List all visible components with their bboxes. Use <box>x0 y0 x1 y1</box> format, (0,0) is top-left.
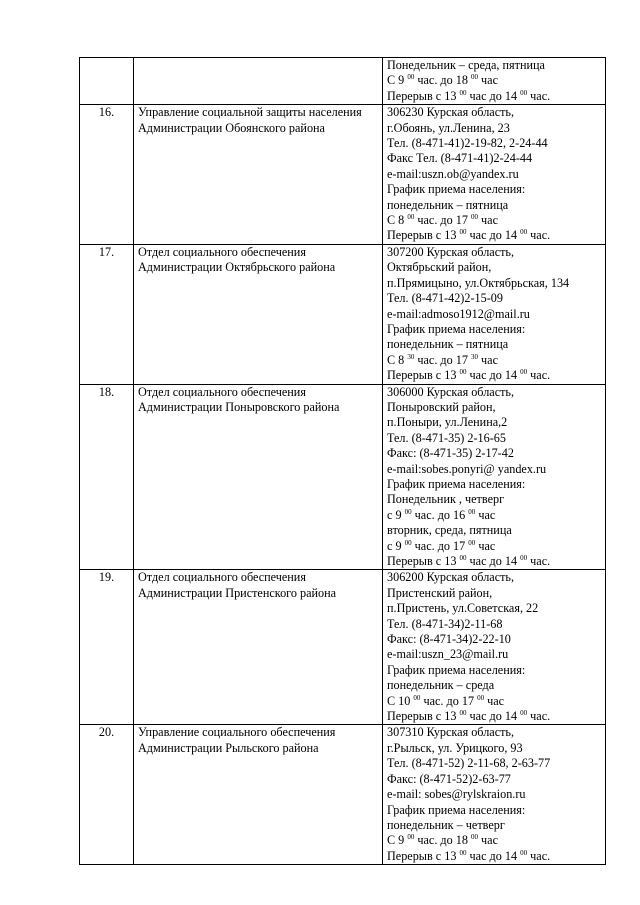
cell-name: Управление социальной защиты населения Администрации Обоянского района <box>134 105 383 245</box>
contact-line: Факс: (8-471-34)2-22-10 <box>387 632 511 647</box>
time-text: час. <box>527 709 551 724</box>
cell-name <box>134 58 383 105</box>
time-minutes: 00 <box>459 709 467 717</box>
time-minutes: 00 <box>468 507 476 516</box>
cell-contacts <box>383 105 606 245</box>
contact-line: Факс: (8-471-52)2-63-77 <box>387 771 511 786</box>
table-row <box>80 105 606 245</box>
time-minutes: 00 <box>520 848 528 857</box>
cell-name: Отдел социального обеспечения Администрации Октябрьского района <box>134 244 383 384</box>
time-minutes: 00 <box>407 213 415 221</box>
time-minutes: 30 <box>471 352 478 361</box>
time-minutes: 00 <box>407 833 415 842</box>
table-row <box>80 244 606 384</box>
time-text: час до 14 <box>466 368 521 383</box>
contact-line <box>387 228 601 243</box>
cell-name: Отдел социального обеспечения Администрации Пристенского района <box>134 570 383 725</box>
time-minutes: 00 <box>520 228 528 237</box>
time-minutes: 00 <box>471 213 478 221</box>
contact-line: вторник, среда, пятница <box>387 523 512 538</box>
time-text: с 9 <box>387 507 405 522</box>
cell-number: 17. <box>80 244 134 384</box>
time-minutes: 00 <box>459 553 467 562</box>
contact-line: Понедельник , четверг <box>387 492 505 507</box>
table-row <box>80 384 606 570</box>
time-text: С 10 <box>387 693 414 708</box>
time-text: час. до 18 <box>414 833 471 848</box>
contact-line: График приема населения: <box>387 182 526 197</box>
contact-line: г.Обоянь, ул.Ленина, 23 <box>387 120 510 135</box>
time-text: час. <box>527 554 551 568</box>
time-text: час. до 17 <box>420 693 478 708</box>
cell-contacts <box>383 58 606 105</box>
time-minutes: 00 <box>459 368 467 377</box>
contact-line <box>387 353 601 368</box>
contact-line: понедельник – пятница <box>387 337 509 352</box>
time-text: час <box>478 73 498 88</box>
cell-number: 20. <box>80 725 134 865</box>
time-text: с 9 <box>387 538 405 553</box>
contact-line: Тел. (8-471-42)2-15-09 <box>387 291 503 306</box>
contact-line <box>387 508 601 523</box>
contact-line <box>387 833 601 848</box>
contact-line <box>387 849 601 864</box>
contact-line: Тел. (8-471-35) 2-16-65 <box>387 430 506 445</box>
time-minutes: 00 <box>471 73 478 82</box>
time-text: час. <box>527 228 551 243</box>
contact-line: График приема населения: <box>387 321 526 336</box>
time-minutes: 00 <box>477 693 485 702</box>
contact-line: Тел. (8-471-41)2-19-82, 2-24-44 <box>387 136 548 151</box>
contact-line: Понедельник – среда, пятница <box>387 58 545 72</box>
time-text: час <box>478 213 498 228</box>
contact-line: 306000 Курская область, <box>387 384 515 399</box>
contact-line: 307200 Курская область, <box>387 244 515 259</box>
contact-line: Поныровский район, <box>387 399 496 414</box>
institutions-table <box>79 57 606 865</box>
contact-line <box>387 709 601 724</box>
time-text: час. <box>527 368 551 383</box>
time-text: С 8 <box>387 213 408 228</box>
time-text: Перерыв с 13 <box>387 88 460 103</box>
time-minutes: 00 <box>413 693 421 702</box>
contact-line: График приема населения: <box>387 662 526 677</box>
cell-contacts <box>383 384 606 570</box>
contact-line: Пристенский район, <box>387 585 493 600</box>
time-text: час. до 16 <box>411 507 469 522</box>
contact-line <box>387 368 601 383</box>
contact-line: 306200 Курская область, <box>387 570 515 585</box>
time-text: час до 14 <box>466 554 521 568</box>
time-text: С 8 <box>387 352 408 367</box>
contact-line: п.Прямицыно, ул.Октябрьская, 134 <box>387 275 570 290</box>
contact-line: Тел. (8-471-52) 2-11-68, 2-63-77 <box>387 756 551 771</box>
time-minutes: 00 <box>520 88 528 97</box>
contact-line: e-mail: sobes@rylskraion.ru <box>387 787 526 802</box>
contact-line: Тел. (8-471-34)2-11-68 <box>387 616 503 631</box>
contact-line: График приема населения: <box>387 476 526 491</box>
contact-line: понедельник – пятница <box>387 197 509 212</box>
time-minutes: 00 <box>459 228 467 237</box>
contact-line: г.Рыльск, ул. Урицкого, 93 <box>387 740 523 755</box>
time-minutes: 00 <box>407 73 415 82</box>
time-text: Перерыв с 13 <box>387 848 460 863</box>
contact-line <box>387 73 601 88</box>
time-minutes: 00 <box>468 538 476 547</box>
time-text: час <box>478 833 498 848</box>
contact-line: Октябрьский район, <box>387 260 492 275</box>
contact-line: e-mail:admoso1912@mail.ru <box>387 306 530 321</box>
contact-line: e-mail:uszn_23@mail.ru <box>387 647 509 662</box>
time-minutes: 30 <box>407 352 415 361</box>
contact-line: 307310 Курская область, <box>387 725 515 740</box>
time-text: Перерыв с 13 <box>387 709 460 724</box>
time-text: час <box>475 507 496 522</box>
time-minutes: 00 <box>471 833 478 842</box>
time-text: час <box>475 538 496 553</box>
time-text: Перерыв с 13 <box>387 554 460 568</box>
contact-line: e-mail:uszn.ob@yandex.ru <box>387 166 519 181</box>
time-minutes: 00 <box>520 553 528 562</box>
time-text: час. до 17 <box>414 352 471 367</box>
cell-number <box>80 58 134 105</box>
cell-number: 19. <box>80 570 134 725</box>
cell-name: Управление социального обеспечения Администрации Рыльского района <box>134 725 383 865</box>
time-minutes: 00 <box>520 368 528 377</box>
time-minutes: 00 <box>404 538 412 547</box>
time-minutes: 00 <box>520 709 528 717</box>
cell-number: 16. <box>80 105 134 245</box>
time-text: час до 14 <box>466 88 521 103</box>
contact-line <box>387 89 601 104</box>
table-row <box>80 725 606 865</box>
time-text: час до 14 <box>466 709 521 724</box>
contact-line <box>387 554 601 569</box>
cell-contacts <box>383 244 606 384</box>
contact-line <box>387 539 601 554</box>
contact-line: п.Пристень, ул.Советская, 22 <box>387 601 539 616</box>
time-text: Перерыв с 13 <box>387 368 460 383</box>
time-text: час. до 17 <box>414 213 471 228</box>
contact-line: п.Поныри, ул.Ленина,2 <box>387 415 508 430</box>
contact-line: e-mail:sobes.ponyri@ yandex.ru <box>387 461 547 476</box>
time-text: Перерыв с 13 <box>387 228 460 243</box>
table-body <box>80 58 606 865</box>
time-text: С 9 <box>387 833 408 848</box>
time-text: час. до 18 <box>414 73 471 88</box>
cell-number: 18. <box>80 384 134 570</box>
contact-line: Факс Тел. (8-471-41)2-24-44 <box>387 151 533 166</box>
time-text: час. <box>527 88 551 103</box>
time-text: час до 14 <box>466 228 521 243</box>
time-text: час <box>478 352 498 367</box>
cell-contacts <box>383 570 606 725</box>
contact-line: понедельник – четверг <box>387 817 505 832</box>
time-text: час. <box>527 848 551 863</box>
time-minutes: 00 <box>459 848 467 857</box>
time-minutes: 00 <box>459 88 467 97</box>
time-text: час. до 17 <box>411 538 469 553</box>
contact-line <box>387 694 601 709</box>
table-row <box>80 570 606 725</box>
time-text: С 9 <box>387 73 408 88</box>
time-minutes: 00 <box>404 507 412 516</box>
contact-line: 306230 Курская область, <box>387 105 515 120</box>
table-row-continuation <box>80 58 606 105</box>
time-text: час <box>484 693 505 708</box>
cell-name: Отдел социального обеспечения Администрации Поныровского района <box>134 384 383 570</box>
contact-line <box>387 213 601 228</box>
contact-line: понедельник – среда <box>387 678 495 693</box>
contact-line: График приема населения: <box>387 802 526 817</box>
time-text: час до 14 <box>466 848 521 863</box>
cell-contacts <box>383 725 606 865</box>
contact-line: Факс: (8-471-35) 2-17-42 <box>387 446 514 461</box>
